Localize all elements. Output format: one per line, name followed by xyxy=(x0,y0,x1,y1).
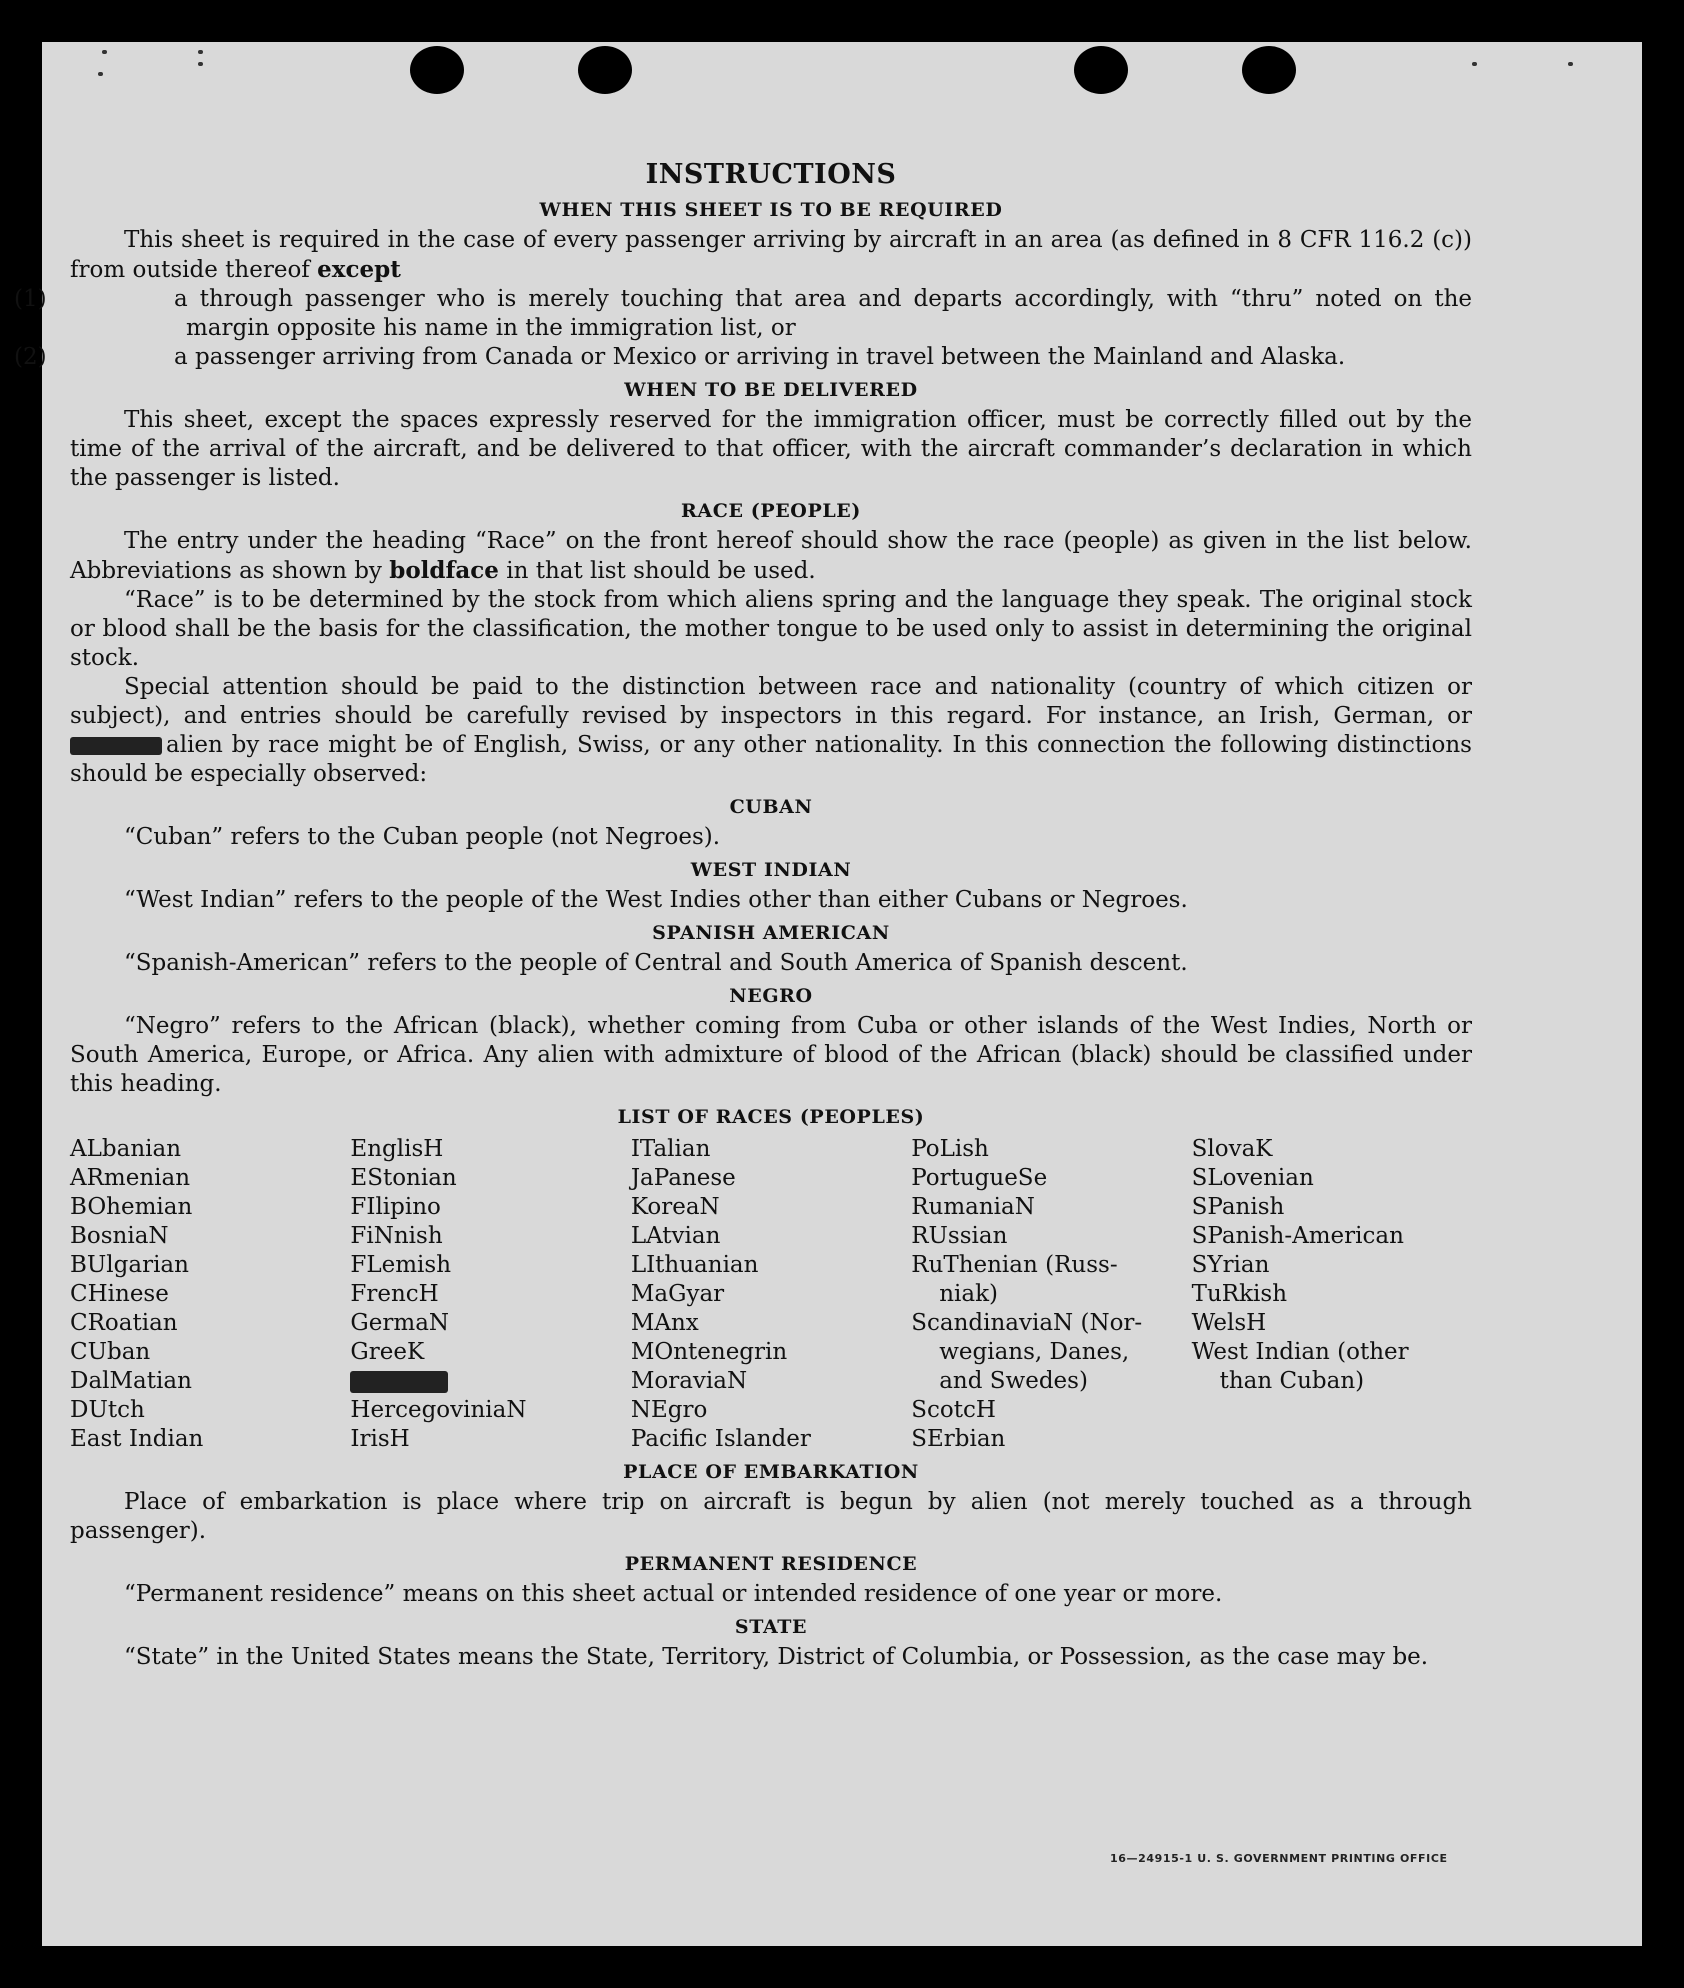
redaction-mark xyxy=(70,737,162,755)
heading-race: RACE (PEOPLE) xyxy=(681,500,861,522)
race-list-item: HercegoviniaN xyxy=(350,1397,527,1423)
race-list-item: RUssian xyxy=(911,1223,1008,1249)
item-number: (1) xyxy=(14,286,47,312)
race-list-item: EStonian xyxy=(350,1165,457,1191)
redaction-mark xyxy=(350,1371,448,1393)
race-list-item: BosniaN xyxy=(70,1223,169,1249)
item-text: a passenger arriving from Canada or Mexico or arriving in travel between the Mainland and Alaska. xyxy=(174,344,1346,370)
heading-list-of-races: LIST OF RACES (PEOPLES) xyxy=(617,1106,925,1128)
punch-hole xyxy=(1074,46,1128,94)
race-list-item: KoreaN xyxy=(630,1194,720,1220)
race-list-item: ALbanian xyxy=(70,1136,182,1162)
paragraph-west-indian: “West Indian” refers to the people of the West Indies other than either Cubans or Negroes. xyxy=(124,887,1188,913)
instructions-content xyxy=(14,158,1472,1672)
paragraph-embarkation: Place of embarkation is place where trip on aircraft is begun by alien (not merely touched as a through passenger). xyxy=(70,1489,1472,1544)
heading-when-required: WHEN THIS SHEET IS TO BE REQUIRED xyxy=(539,199,1003,221)
punch-hole xyxy=(1242,46,1296,94)
item-text: a through passenger who is merely touching that area and departs accordingly, with “thru” noted on the margin opposite his name in the immigration list, or xyxy=(174,286,1472,341)
race-list-item: IrisH xyxy=(350,1426,410,1452)
race-list-item: PortugueSe xyxy=(911,1165,1048,1191)
race-list-item: CRoatian xyxy=(70,1310,178,1336)
paragraph-race-2: “Race” is to be determined by the stock from which aliens spring and the language they speak. The original stock or blood shall be the basis for the classification, the mother tongue to be used only to assist in determining the original stock. xyxy=(70,587,1472,671)
speck xyxy=(1568,62,1573,66)
race-list-item: SPanish xyxy=(1191,1194,1285,1220)
race-list-item: WelsH xyxy=(1191,1310,1267,1336)
speck xyxy=(198,62,203,66)
speck xyxy=(1472,62,1477,66)
page-title: INSTRUCTIONS xyxy=(645,159,897,190)
paragraph-negro: “Negro” refers to the African (black), whether coming from Cuba or other islands of the West Indies, North or South America, Europe, or Africa. Any alien with admixture of blood of the African (black) should be classified under this heading. xyxy=(70,1013,1472,1097)
race-list-item: West Indian (other xyxy=(1191,1339,1409,1365)
race-list-item: JaPanese xyxy=(630,1165,736,1191)
heading-embarkation: PLACE OF EMBARKATION xyxy=(623,1461,919,1483)
race-list-item: FiNnish xyxy=(350,1223,443,1249)
race-list-item: MaGyar xyxy=(630,1281,725,1307)
heading-permanent-residence: PERMANENT RESIDENCE xyxy=(624,1553,918,1575)
race-list xyxy=(70,1135,1472,1454)
race-list-item: GermaN xyxy=(350,1310,450,1336)
race-list-item: MoraviaN xyxy=(630,1368,748,1394)
race-list-item: ARmenian xyxy=(70,1165,191,1191)
race-list-item: FIlipino xyxy=(350,1194,441,1220)
bold-word: boldface xyxy=(389,557,499,584)
speck xyxy=(102,50,107,54)
paragraph-text: This sheet is required in the case of every passenger arriving by aircraft in an area (as defined in 8 CFR 116.2 (c)) from outside thereof xyxy=(70,227,1472,283)
paragraph-permanent-residence: “Permanent residence” means on this sheet actual or intended residence of one year or more. xyxy=(124,1581,1223,1607)
paragraph-text: alien by race might be of English, Swiss, or any other nationality. In this connection the following distinctions should be especially observed: xyxy=(70,732,1472,787)
heading-west-indian: WEST INDIAN xyxy=(690,859,852,881)
paragraph-cuban: “Cuban” refers to the Cuban people (not Negroes). xyxy=(124,824,721,850)
list-item xyxy=(14,285,1472,343)
paragraph-text: Special attention should be paid to the distinction between race and nationality (country of which citizen or subject), and entries should be carefully revised by inspectors in this regard. For instance, an Irish, German, or xyxy=(70,674,1472,729)
race-list-item: FLemish xyxy=(350,1252,452,1278)
paragraph-race-3 xyxy=(70,673,1472,789)
race-list-item: NEgro xyxy=(630,1397,708,1423)
race-list-item: ScotcH xyxy=(911,1397,996,1423)
race-list-item: TuRkish xyxy=(1191,1281,1288,1307)
heading-negro: NEGRO xyxy=(729,985,813,1007)
race-list-item: SErbian xyxy=(911,1426,1006,1452)
race-list-item: SPanish-American xyxy=(1191,1223,1404,1249)
race-column xyxy=(911,1135,1191,1454)
race-list-item: SlovaK xyxy=(1191,1136,1273,1162)
punch-hole xyxy=(410,46,464,94)
race-list-item: BUlgarian xyxy=(70,1252,189,1278)
race-list-item: niak) xyxy=(939,1281,999,1307)
race-list-item: MOntenegrin xyxy=(630,1339,788,1365)
race-column xyxy=(350,1135,630,1454)
punch-hole xyxy=(578,46,632,94)
item-number: (2) xyxy=(14,344,47,370)
race-list-item: EnglisH xyxy=(350,1136,444,1162)
race-list-item: Pacific Islander xyxy=(630,1426,811,1452)
heading-cuban: CUBAN xyxy=(729,796,813,818)
race-list-item: GreeK xyxy=(350,1339,425,1365)
race-column xyxy=(70,1135,350,1454)
race-list-item: RuThenian (Russ- xyxy=(911,1252,1118,1278)
list-item xyxy=(14,343,1472,372)
race-list-item: LAtvian xyxy=(630,1223,721,1249)
race-list-item: PoLish xyxy=(911,1136,989,1162)
heading-state: STATE xyxy=(734,1616,808,1638)
race-list-item: BOhemian xyxy=(70,1194,193,1220)
paragraph-when-delivered: This sheet, except the spaces expressly reserved for the immigration officer, must be correctly filled out by the time of the arrival of the aircraft, and be delivered to that officer, with the aircraft commander’s declaration in which the passenger is listed. xyxy=(70,407,1472,491)
race-list-item: DUtch xyxy=(70,1397,145,1423)
bold-word: except xyxy=(317,256,401,283)
race-list-item: CUban xyxy=(70,1339,151,1365)
race-list-item: MAnx xyxy=(630,1310,699,1336)
race-list-item: and Swedes) xyxy=(939,1368,1088,1394)
race-list-item: LIthuanian xyxy=(630,1252,759,1278)
paragraph-state: “State” in the United States means the State, Territory, District of Columbia, or Possession, as the case may be. xyxy=(124,1644,1429,1670)
race-list-item: DalMatian xyxy=(70,1368,192,1394)
race-list-item: SYrian xyxy=(1191,1252,1270,1278)
speck xyxy=(98,72,103,76)
race-list-item: ITalian xyxy=(630,1136,711,1162)
heading-when-delivered: WHEN TO BE DELIVERED xyxy=(624,379,918,401)
speck xyxy=(198,50,203,54)
race-column xyxy=(631,1135,911,1454)
paragraph-text: The entry under the heading “Race” on the front hereof should show the race (people) as given in the list below. Abbreviations as shown by xyxy=(70,528,1472,584)
paragraph-when-required xyxy=(70,226,1472,285)
race-list-item: wegians, Danes, xyxy=(939,1339,1130,1365)
heading-spanish-american: SPANISH AMERICAN xyxy=(652,922,890,944)
race-list-item: than Cuban) xyxy=(1219,1368,1365,1394)
paragraph-text: in that list should be used. xyxy=(506,558,816,584)
race-list-item: SLovenian xyxy=(1191,1165,1314,1191)
race-list-item: FrencH xyxy=(350,1281,439,1307)
race-list-item: ScandinaviaN (Nor- xyxy=(911,1310,1143,1336)
race-list-item: CHinese xyxy=(70,1281,169,1307)
document-page xyxy=(14,42,1642,1946)
race-list-item: East Indian xyxy=(70,1426,204,1452)
race-column xyxy=(1192,1135,1472,1454)
paragraph-race-1 xyxy=(70,527,1472,586)
printing-office-code: 16—24915-1 U. S. GOVERNMENT PRINTING OFFICE xyxy=(1110,1852,1448,1865)
race-list-item: RumaniaN xyxy=(911,1194,1035,1220)
race-list-item xyxy=(350,1367,630,1396)
paragraph-spanish-american: “Spanish-American” refers to the people of Central and South America of Spanish descent. xyxy=(124,950,1188,976)
